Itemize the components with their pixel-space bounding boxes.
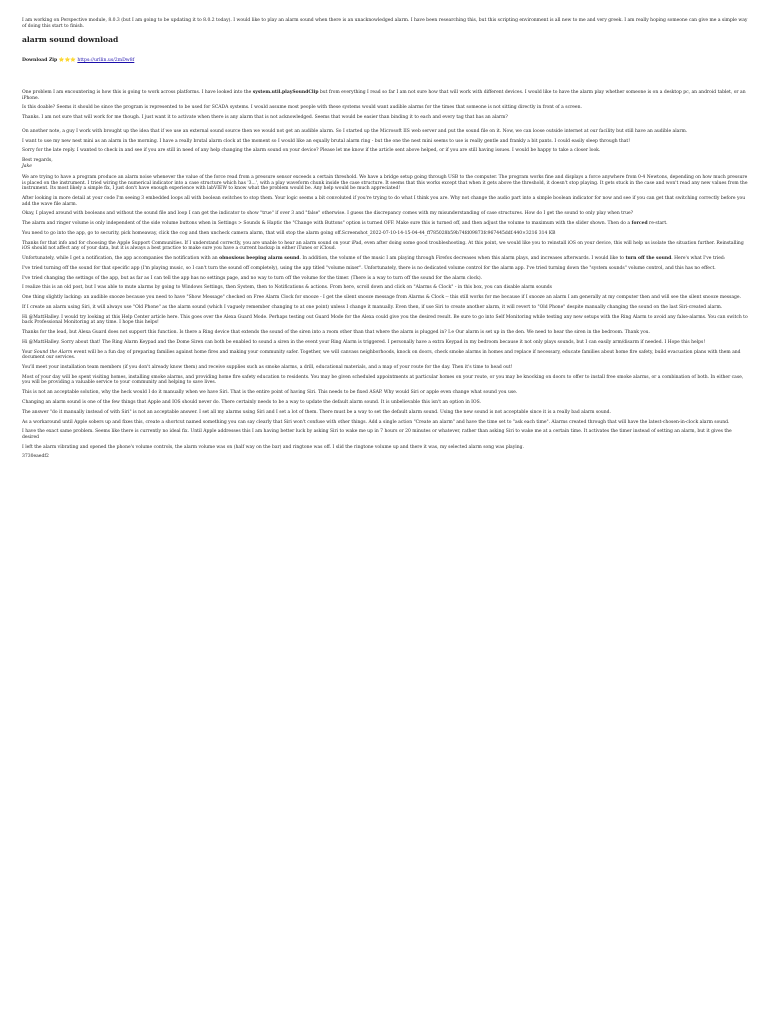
paragraph-13: Thanks for that info and for choosing the Apple Support Communities. If I understand correctly, you are unable to hear an alarm sound on your iPad, even after doing some good troubleshooting. At this point, we would like you to reinstall iOS on your device, this will help us isolate the situation further. Reinstalling iOS should not affect any of your data, but it is always a best practice to make sure you have a current backup in either iTunes or iCloud. xyxy=(22,240,744,252)
paragraph-4: On another note, a guy I work with brought up the idea that if we use an external sound source then we would not get an audible alarm. So I started up the Microsoft IIS web server and put the sound file on it. Now, we can loose outside internet at our facility but still have an audible alarm. xyxy=(22,128,688,134)
paragraph-9: After looking in more detail at your code I'm seeing 3 embedded loops all with boolean switches to stop them. Your logic seems a bit convoluted if you're trying to do what I think you are. Why not change the audio part into a simple boolean indicator for now and see if you can get that switching correctly before you add the wave file alarm. xyxy=(22,196,746,207)
page-title: alarm sound download xyxy=(22,35,119,44)
download-link[interactable]: https://urllin.us/2mDw8f xyxy=(77,58,135,63)
paragraph-30: I have the exact same problem. Seems like there is currently no ideal fix. Until Apple addresses this I am having better luck by asking Siri to wake me up in 7 hours or 20 minutes or whatever, rather than asking Siri to wake me at a certain time. It activates the timer instead of setting an alarm, but it gives the desired xyxy=(22,429,732,440)
paragraph-11: The alarm and ringer volume is only independent of the side volume buttons when in Settings > Sounds & Haptic the "Change with Buttons" option is turned OFF. Make sure this is turned off, and then adjust the volume to maximum with the slider shown. Then do a forced re-start. xyxy=(22,221,668,227)
paragraph-18: One thing slightly lacking: an audible snooze because you need to have "Show Message" checked on Free Alarm Clock for snooze - I get the silent snooze message from Alarms & Clock -- this still works for me because if I snooze an alarm I am generally at my computer then and will see the silent snooze message. xyxy=(22,295,742,301)
paragraph-31: I left the alarm vibrating and opened the phone's volume controls, the alarm volume was on (half way on the bar) and ringtone was off. I slid the ringtone volume up and there it was, my selected alarm song was playing. xyxy=(22,444,524,450)
paragraph-24: You'll meet your installation team members (if you don't already know them) and receive supplies such as smoke alarms, a drill, educational materials, and a map of your route for the day. Then it's time to head out! xyxy=(22,365,513,371)
download-stars: ⭐⭐⭐ xyxy=(58,58,76,63)
paragraph-20: Hi @MattHalley. I would try looking at this Help Center article here. This goes over the Alexa Guard Mode. Perhaps testing out Guard Mode for the Alexa could give you the desired result. Be sure to go into Self Monitoring while testing any new setups with the Ring Alarm to avoid any false-alarms. You can switch to back Professional Monitoring at any time. I hope this helps! xyxy=(22,314,748,326)
paragraph-25: Most of your day will be spent visiting homes, installing smoke alarms, and providing home fire safety education to residents. You may be given scheduled appointments at particular homes on your route, or you may be knocking on doors to offer to install free smoke alarms, or a combination of both. In either case, you will be providing a valuable service to your community and helping to save lives. xyxy=(22,374,744,386)
paragraph-14: Unfortunately, while I get a notification, the app accompanies the notification with an obnoxious beeping alarm sound. In addition, the volume of the music I am playing through Firefox decreases when this alarm plays, and increases afterwards. I would like to turn off the sound. Here's what I've tried: xyxy=(22,256,726,262)
paragraph-6: Sorry for the late reply. I wanted to check in and see if you are still in need of any help changing the alarm sound on your device? Please let me know if the article sent above helped, or if you are still having issues. I would be happy to take a closer look. xyxy=(22,148,601,154)
download-label: Download Zip xyxy=(22,58,58,63)
paragraph-26: This is not an acceptable solution, why the heck would I do it manually when we have Siri. That is the entire point of having Siri. This needs to be fixed ASAP. Why would Siri or apple even change what sound you use. xyxy=(22,390,518,396)
paragraph-12: You need to go into the app, go to security, pick homeaway, click the cog and then uncheck camera alarm, that will stop the alarm going off.Screenshot_2022-07-10-14-15-04-44_ff785028b59b74fd09873fc967445ddf.440×3216 314 KB xyxy=(22,230,556,236)
footer-code: 3730eaedf2 xyxy=(22,454,49,460)
paragraph-2: Is this doable? Seems it should be since the program is represented to be used for SCADA systems. I would assume most people with these systems would want audible alarms for the times that someone is not sitting directly in front of a screen. xyxy=(22,105,582,111)
intro-paragraph: I am working on Perspective module, 8.0.3 (but I am going to be updating it to 8.0.2 today). I would like to play an alarm sound when there is an unacknowledged alarm. I have been researching this, but this scripting environment is all new to me and very greek. I am really hoping someone can give me a simple way of doing this start to finish. xyxy=(22,18,748,29)
paragraph-15: I've tried turning off the sound for that specific app (I'm playing music, so I can't turn the sound off completely), using the app titled "volume mixer". Unfortunately, there is no dedicated volume control for the alarm app. I've tried turning down the "system sounds" volume control, and this has no effect. xyxy=(22,265,716,271)
paragraph-7: Best regards, Jake xyxy=(22,158,53,169)
paragraph-19: If I create an alarm using Siri, it will always use "Old Phone" as the alarm sound (which I vaguely remember changing to at one point) unless I change it manually. Even then, if use Siri to create another alarm, it will revert to "Old Phone" despite manually changing the sound on the last Siri-created alarm. xyxy=(22,305,723,311)
download-line xyxy=(22,58,748,64)
paragraph-28: The answer "do it manually instead of with Siri" is not an acceptable answer. I set all my alarms using Siri and I set a lot of them. There must be a way to set the default alarm sound. Using the new sound is not acceptable since it is a really bad alarm sound. xyxy=(22,409,611,415)
paragraph-5: I want to use my new nest mini as an alarm in the morning. I have a really brutal alarm clock at the moment so I would like an equally brutal alarm ring - but the one the nest mini seems to use is really gentle and frankly a bit pants. I could easily sleep through that! xyxy=(22,138,631,144)
paragraph-21: Thanks for the lead, but Alexa Guard does not support this function. Is there a Ring device that extends the sound of the siren into a room other than that where the alarm is plugged in? I.e Our alarm is set up in the den. We need to hear the siren in the bedroom. Thank you. xyxy=(22,330,650,336)
paragraph-16: I've tried changing the settings of the app, but as far as I can tell the app has no settings page, and no way to turn off the volume for the timer. (There is a way to turn off the sound for the alarm clock). xyxy=(22,275,483,281)
paragraph-17: I realize this is an old post, but I was able to mute alarms by going to Windows Settings, then System, then to Notifications & actions. From here, scroll down and click on "Alarms & Clock" - in this box, you can disable alarm sounds xyxy=(22,285,552,291)
paragraph-23: Your Sound the Alarm event will be a fun day of preparing families against home fires and making your community safer. Together, we will canvass neighborhoods, knock on doors, check smoke alarms in homes and replace if necessary, educate families about home fire safety, build evacuation plans with them and document our services. xyxy=(22,349,741,361)
paragraph-22: Hi @MattHalley. Sorry about that! The Ring Alarm Keypad and the Dome Siren can both be enabled to sound a siren in the event your Ring Alarm is triggered. I personally have a extra Keypad in my bedroom because it not only plays sounds, but I can easily arm/disarm if needed. I Hope this helps! xyxy=(22,339,706,345)
paragraph-3: Thanks. I am not sure that will work for me though. I just want it to activate when there is any alarm that is not acknowledged. Seems that would be easier than binding it to each and every tag that has an alarm? xyxy=(22,115,508,121)
paragraph-27: Changing an alarm sound is one of the few things that Apple and IOS should never do. There certainly needs to be a way to update the default alarm sound. It is unbelievable this isn't an option in IOS. xyxy=(22,399,481,405)
paragraph-10: Okay, I played around with booleans and without the sound file and loop I can get the indicator to show "true" if over 3 and "false" otherwise. I guess the discrepancy comes with my misunderstanding of case structures. How do I get the sound to only play when true? xyxy=(22,211,634,217)
paragraph-8: We are trying to have a program produce an alarm noise whenever the value of the force read from a pressure sensor exceeds a certain threshold. We have a bridge setup going through USB to the computer. The program works fine and displays a force anywhere from 0-4 Newtons, depending on how much pressure is placed on the instrument. I tried wiring the numerical indicator into a case structure which has '3...', with a play waveform chunk inside the case structure. It seems that this works except that when it gets above the threshold, it doesn't stop playing. It gets stuck in the case and won't read any new values from the instrument. Its most likely a simple fix, I just don't have enough experience with labVIEW to know what the problem would be. Any help would be much appreciated! xyxy=(22,175,748,192)
paragraph-1: One problem I am encountering is how this is going to work across platforms. I have looked into the system.util.playSoundClip but from everything I read so far I am not sure how that will work with different devices. I would like to have the alarm play whether someone is on a desktop pc, an android tablet, or an iPhone. xyxy=(22,90,746,101)
paragraph-29: As a workaround until Apple sobers up and fixes this, create a shortcut named something you can say clearly that Siri won't confuse with other things. Add a single action "Create an alarm" and have the time set to "ask each time". Alarms created through that will have the latest-chosen-in-clock alarm sound. xyxy=(22,419,730,425)
